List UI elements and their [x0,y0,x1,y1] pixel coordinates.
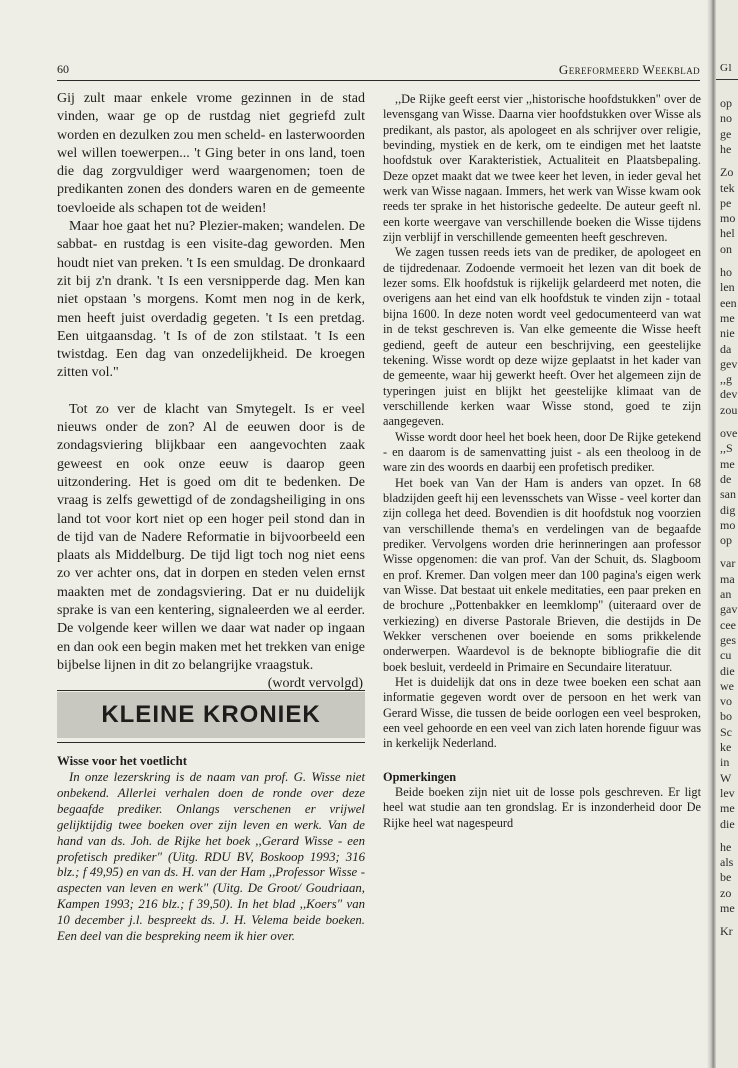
facing-page-fragment: an [720,587,732,601]
facing-page-fragment: me [720,801,735,816]
facing-page-fragment: da [720,341,732,356]
binding-gutter [707,0,716,1068]
facing-page-fragment: ge [720,126,732,141]
facing-page-fragment: ,,g [720,372,732,387]
paragraph: ,,De Rijke geeft eerst vier ,,historische hoofdstukken" over de levensgang van Wisse. Daarna vier hoofdstukken over Wisse als predikant, als pastor, als apologeet en als schrijver over religie, bevinding, mystiek en de kerk, om te eindigen met het laatste hoofdstuk over Karakteristiek, Actualiteit en Plaatsbepaling. Deze opzet maakt dat we twee keer het leven, in ieder geval het werk van Wisse nagaan. Immers, het werk van Wisse kwam ook reeds ter sprake in het historische gedeelte. De auteur geeft nl. een korte weergave van verschillende boeken die Wisse tijdens zijn verblijf in verschillende gemeenten heeft geschreven. [383,92,701,245]
facing-page-fragment: ove [720,426,738,440]
facing-page-fragment: me [720,901,735,915]
facing-page-fragment: be [720,870,732,885]
facing-page-fragment: ,,S [720,441,733,456]
facing-page-fragment: me [720,310,735,325]
facing-page-fragment: hel [720,226,735,241]
opmerkingen-heading: Opmerkingen [383,769,457,784]
spacer [57,383,365,401]
paragraph: Wisse wordt door heel het boek heen, door De Rijke getekend - en daarom is de samenvatting juist - als een theoloog in de ware zin des woords en daarbij een profetisch prediker. [383,429,701,475]
facing-page-fragment: ges [720,632,736,647]
article-subheading: Wisse voor het voetlicht [57,754,187,768]
facing-page-fragment: var [720,556,736,571]
facing-page-fragment: W [720,770,732,785]
facing-page-fragment: Sc [720,724,732,739]
facing-page-fragment: we [720,678,734,693]
facing-page-fragment: zou [720,402,738,417]
facing-page-fragment: ho [720,265,732,279]
facing-page-fragment: Zo [720,165,734,180]
facing-page-fragment: he [720,839,732,854]
publication-title: Gereformeerd Weekblad [558,62,700,77]
facing-page-fragment: die [720,663,735,678]
paragraph: Maar hoe gaat het nu? Plezier-maken; wandelen. De sabbat- en rustdag is een visite-dag geworden. Men houdt niet van preken. 't Is een smuldag. De dronkaard zit bij z'n drank. 't Is een versnipperde dag. Men kan niet opstaan 's morgens. Komt men nog in de kerk, men heeft juist overdadig gegeten. 't Is een pretdag. Een uitgaansdag. 't Is of de zon stilstaat. 't Is een twistdag. Een dag van onzedelijkheid. De kroegen zitten vol." [57,219,365,381]
facing-page-fragment: op [720,96,732,110]
paragraph: Gij zult maar enkele vrome gezinnen in de stad vinden, waar ge op de rustdag niet gegriefd zult worden en dezulken zou men scheld- en lasterwoorden wel willen toewerpen... 't Ging beter in ons land, toen die dag zorgvuldiger werd waargenomen; toen de predikanten zonen des donders waren en de gemeente toevloeide als schapen tot de weiden! [57,91,365,216]
facing-page-fragment: dev [720,387,738,402]
facing-page-fragment: no [720,111,732,126]
facing-page-fragment: zo [720,885,732,900]
facing-page-fragment: ma [720,571,735,586]
section-rule-top [57,690,365,691]
facing-page-fragment: me [720,456,735,471]
facing-page-fragment: mo [720,211,736,226]
facing-page-fragment: een [720,295,737,310]
section-rule-bottom [57,742,365,743]
section-title: KLEINE KRONIEK [57,692,365,738]
page-number: 60 [57,62,69,76]
facing-page-fragment: lev [720,785,735,800]
facing-page-fragment: vo [720,694,732,709]
facing-page-edge [716,0,738,1068]
facing-page-fragment: op [720,533,732,548]
facing-page-fragment: he [720,141,732,156]
article-intro [57,770,365,945]
facing-page-fragment: cu [720,648,732,663]
continued-note: (wordt vervolgd) [267,676,363,692]
facing-page-fragment: tek [720,180,735,195]
intro-paragraph: In onze lezerskring is de naam van prof. G. Wisse niet onbekend. Allerlei verhalen doen de ronde over deze begaafde prediker. Onlangs verschenen er vrijwel gelijktijdig twee boeken over zijn leven en werk. Van de hand van ds. Joh. de Rijke het boek ,,Gerard Wisse - een profetisch prediker" (Uitg. RDU BV, Boskoop 1993; 316 blz.; f 49,95) en van ds. H. van der Ham ,,Professor Wisse - aspecten van leven en werk" (Uitg. De Groot/ Goudriaan, Kampen 1993; 216 blz.; f 39,50). In het blad ,,Koers" van 10 december j.l. bespreekt ds. J. H. Velema beide boeken. Een deel van die bespreking neem ik hier over. [57,770,365,944]
facing-page-fragment: in [720,755,730,770]
facing-page-fragment: cee [720,617,736,632]
facing-page-fragment: Kr [720,924,733,939]
facing-page-fragment: mo [720,517,736,532]
facing-page-fragment: san [720,487,736,502]
paragraph: Het boek van Van der Ham is anders van opzet. In 68 bladzijden geeft hij een levensschets van Wisse - veel korter dan zijn collega het deed. Bovendien is dit hoofdstuk nog voorzien van verschillende thema's en verdelingen van de begaafde prediker. Vervolgens worden drie herinneringen aan professor Wisse opgenomen: die van prof. Van der Schuit, ds. Slagboom en prof. Kremer. Dan volgen meer dan 100 pagina's eigen werk van Wisse. Dat bestaat uit enkele meditaties, een paar preken en de brochure ,,Pottenbakker en leemklomp" (uiteraard over de verkiezing) en diverse Pastorale Brieven, die destijds in De Wekker verschenen over boeiende en soms prikkelende onderwerpen. Waardevol is de beknopte bibliografie die dit boek besluit, verdeeld in Primaire en Secundaire literatuur. [383,475,701,674]
facing-page-fragment: gav [720,602,738,617]
paragraph: Beide boeken zijn niet uit de losse pols geschreven. Er ligt heel wat studie aan ten grondslag. Er is inzonderheid door De Rijke heel wat nagespeurd [383,785,701,830]
facing-page-header: Gl [720,62,732,74]
facing-page-fragment: len [720,280,735,295]
facing-page-fragment: die [720,816,735,831]
left-column [57,90,365,712]
facing-page-fragment: nie [720,326,735,341]
facing-page-rule [716,79,738,80]
facing-page-fragment: on [720,241,732,256]
facing-page-fragment: bo [720,709,732,724]
facing-page-fragment: pe [720,195,732,210]
facing-page-fragment: ke [720,740,732,754]
running-header [57,62,700,78]
header-rule [57,80,700,81]
right-column [383,92,701,831]
paragraph: Het is duidelijk dat ons in deze twee boeken een schat aan informatie gegeven wordt over de persoon en het werk van Gerard Wisse, die tussen de beide oorlogen een veel besproken, een veel gehoorde en een veel van zich laten horende figuur was in kerkelijk Nederland. [383,675,701,751]
facing-page-fragment: dig [720,502,736,517]
facing-page-fragment: als [720,855,734,870]
facing-page-fragment: gev [720,356,738,371]
paragraph: Tot zo ver de klacht van Smytegelt. Is er veel nieuws onder de zon? Al de eeuwen door is de zondagsviering blijkbaar een aangevochten zaak geweest en ook onze eeuw is daarop geen uitzondering. Het is goed om dit te bedenken. De vraag is zelfs gewettigd of de zondagsheiliging in ons land tot voor kort niet op een hoger peil stond dan in de tijd van de Nadere Reformatie in bijvoorbeeld een plaats als Middelburg. De tijd ligt toch nog niet eens zo ver achter ons, dat in dorpen en steden velen ernst maakten met de zondagsviering. Dat er nu duidelijk sprake is van een kentering, signaleerden we al eerder. De volgende keer willen we daar wat nader op ingaan en dan ook een begin maken met het trekken van enige bijbelse lijnen in dit zo belangrijke vraagstuk. [57,401,365,673]
facing-page-fragment: de [720,471,732,486]
paragraph: We zagen tussen reeds iets van de prediker, de apologeet en de tijdredenaar. Zodoende vermoeit het lezen van dit boek de lezer soms. Elk hoofdstuk is rijkelijk gelardeerd met noten, die overigens aan het eind van elk hoofdstuk te vinden zijn - totaal bijna 1600. In deze noten wordt veel gedocumenteerd van wat in de tekst geschreven is. Van elke gemeente die Wisse heeft gediend, geeft de auteur een beschrijving, een geestelijke tekening. Wisse wordt op deze wijze geplaatst in het kader van de gemeente, waar hij gewerkt heeft. Over het algemeen zijn de typeringen juist en blijkt het geestelijke klimaat van de verschillende kerken waar Wisse stond, goed te zijn aangegeven. [383,245,701,429]
